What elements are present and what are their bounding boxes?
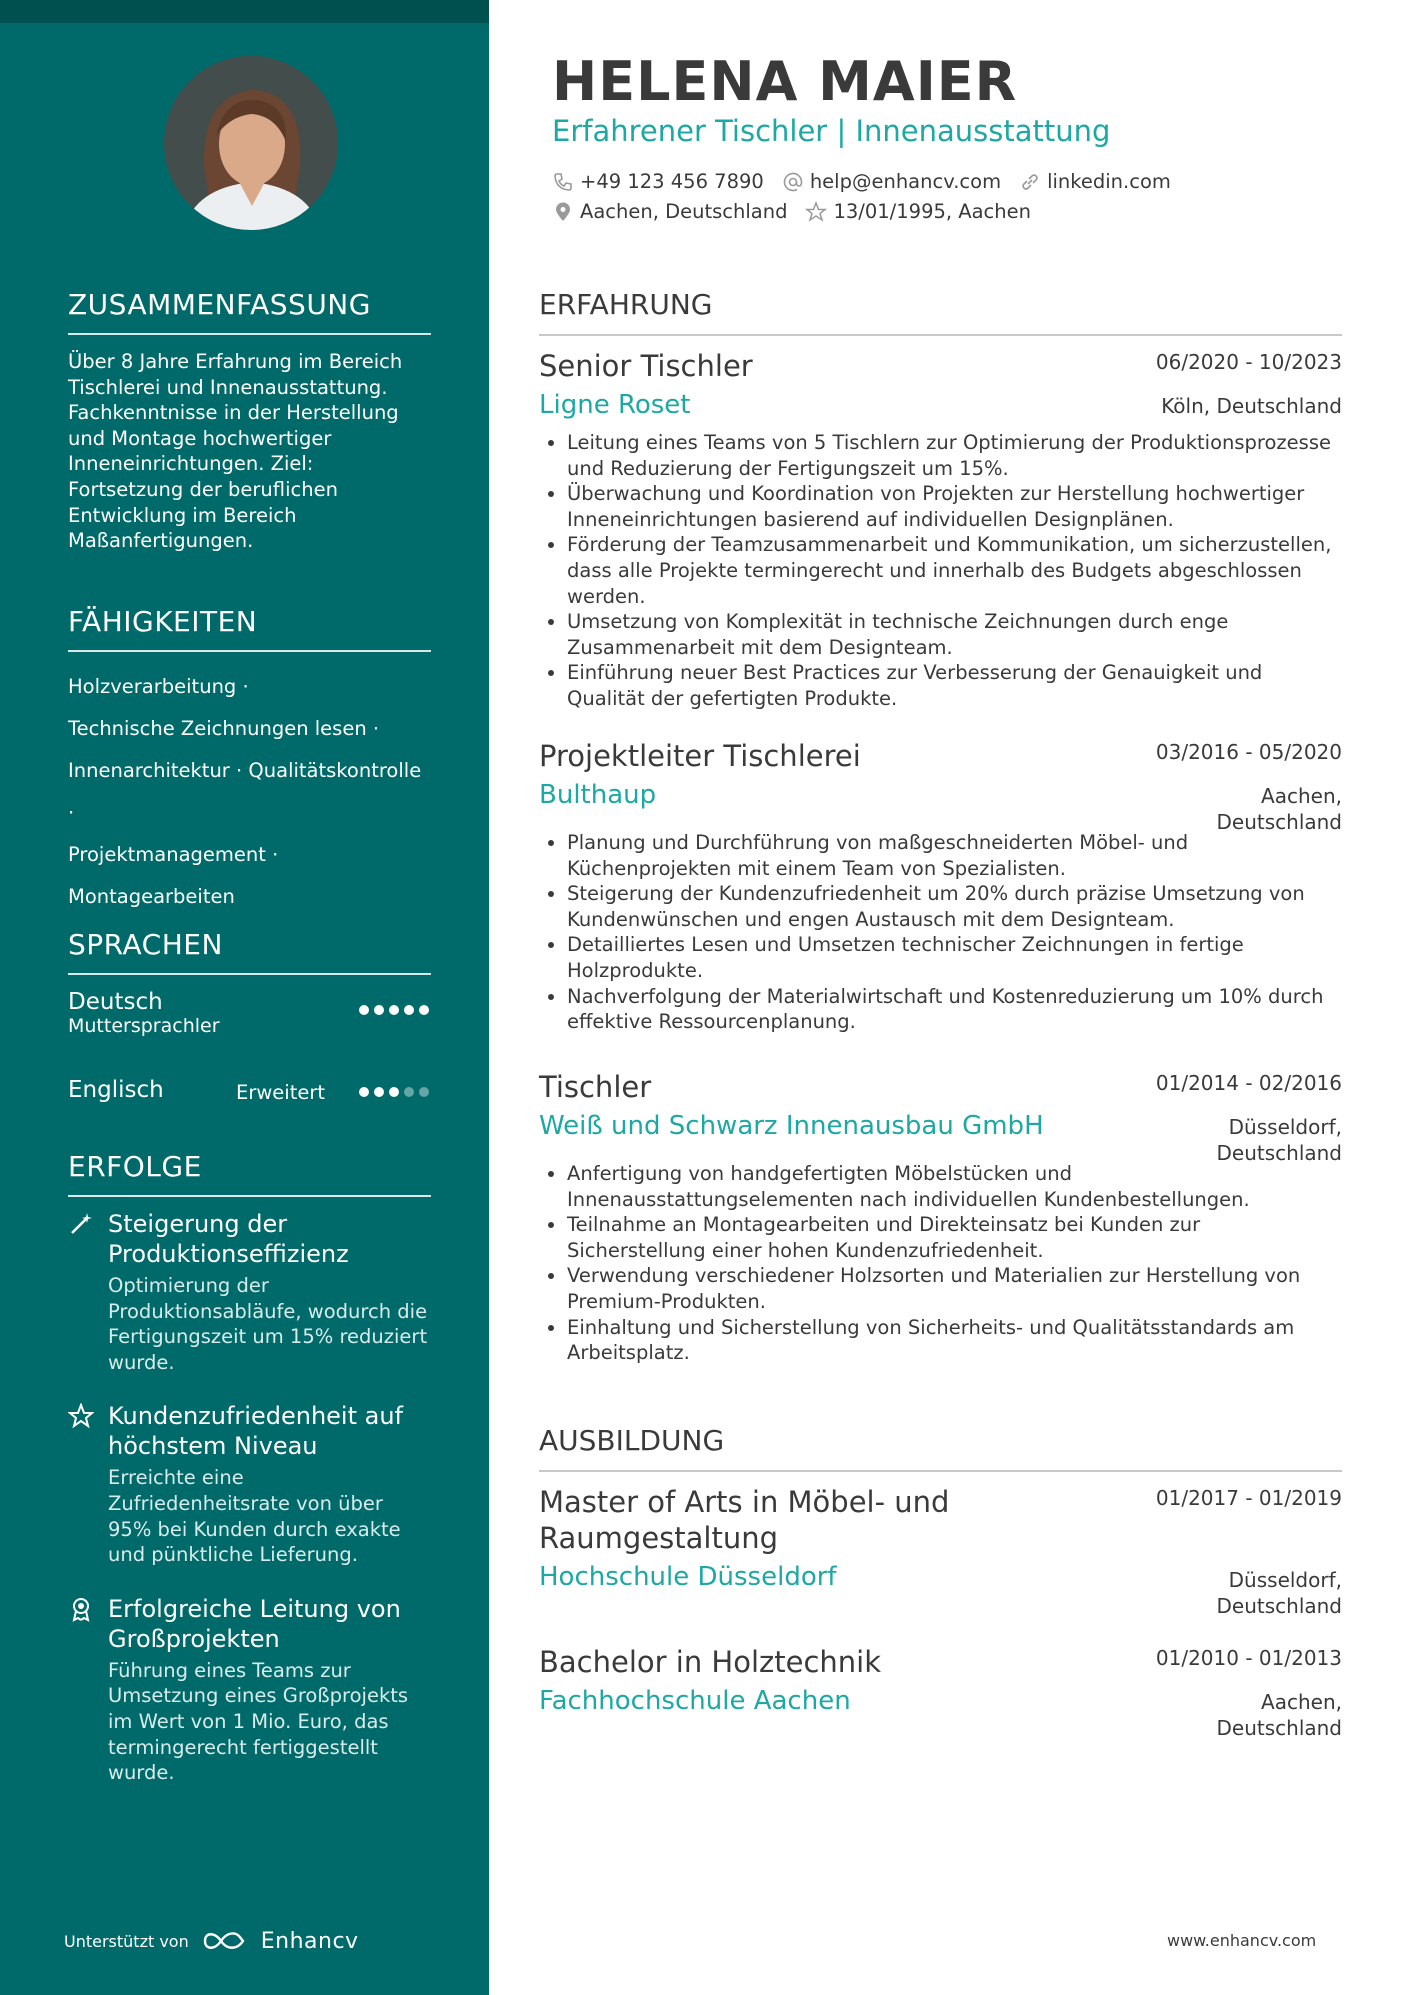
achievement-desc: Führung eines Teams zur Umsetzung eines Großprojekts im Wert von 1 Mio. Euro, das termingerecht fertiggestellt wurde. xyxy=(108,1658,409,1785)
languages-title: SPRACHEN xyxy=(68,928,431,975)
summary-title: ZUSAMMENFASSUNG xyxy=(68,288,431,335)
education-title: AUSBILDUNG xyxy=(539,1424,1342,1472)
experience-title: ERFAHRUNG xyxy=(539,288,1342,336)
skills-title: FÄHIGKEITEN xyxy=(68,605,431,652)
job-bullet: • Einführung neuer Best Practices zur Verbesserung der Genauigkeit und Qualität der gefertigten Produkte. xyxy=(567,660,1342,711)
phone-contact xyxy=(552,170,764,193)
skill-item: Projektmanagement · xyxy=(68,843,279,866)
enhancv-brand: Enhancv xyxy=(260,1928,359,1954)
job-bullet: • Förderung der Teamzusammenarbeit und Kommunikation, um sicherzustellen, dass alle Projekte termingerecht und innerhalb des Budgets abgeschlossen werden. xyxy=(567,532,1342,609)
language-name: Deutsch xyxy=(68,989,163,1015)
enhancv-logo-icon xyxy=(201,1928,249,1954)
education-degree: Bachelor in Holztechnik xyxy=(539,1645,882,1679)
job-company: Weiß und Schwarz Innenausbau GmbH xyxy=(539,1111,1044,1141)
job-title: Tischler xyxy=(539,1070,652,1104)
language-item xyxy=(68,1071,431,1141)
skills-section xyxy=(68,605,431,918)
candidate-name: HELENA MAIER xyxy=(552,50,1018,113)
skill-item: Holzverarbeitung · xyxy=(68,675,249,698)
achievement-title: Steigerung der Produktionseffizienz xyxy=(108,1210,349,1268)
job-entry xyxy=(539,738,1342,1035)
contact-row-2 xyxy=(552,200,1049,223)
job-bullet: • Teilnahme an Montagearbeiten und Direkteinsatz bei Kunden zur Sicherstellung einer hohen Kundenzufriedenheit. xyxy=(567,1212,1342,1263)
phone-icon xyxy=(552,171,574,193)
avatar xyxy=(164,56,338,230)
linkedin-contact[interactable] xyxy=(1019,170,1171,193)
language-dots xyxy=(354,1003,429,1019)
location-contact xyxy=(552,200,787,223)
avatar-photo xyxy=(164,56,338,230)
achievements-title: ERFOLGE xyxy=(68,1150,431,1197)
summary-section xyxy=(68,288,431,554)
job-bullet: • Anfertigung von handgefertigten Möbelstücken und Innenausstattungselementen nach individuellen Kundenbestellungen. xyxy=(567,1161,1342,1212)
achievement-item xyxy=(68,1401,431,1567)
job-company: Ligne Roset xyxy=(539,390,691,420)
summary-text: Über 8 Jahre Erfahrung im Bereich Tischlerei und Innenausstattung. Fachkenntnisse in der Herstellung und Montage hochwertiger Inneneinrichtungen. Ziel: Fortsetzung der beruflichen Entwicklung im Bereich Maßanfertigungen. xyxy=(68,350,403,553)
language-name: Englisch xyxy=(68,1077,164,1103)
job-bullet: • Planung und Durchführung von maßgeschneiderten Möbel- und Küchenprojekten mit einem Team von Spezialisten. xyxy=(567,830,1342,881)
job-location: Aachen, Deutschland xyxy=(1216,784,1342,834)
education-location: Düsseldorf, Deutschland xyxy=(1216,1568,1342,1618)
achievement-title: Kundenzufriedenheit auf höchstem Niveau xyxy=(108,1402,403,1461)
email-text[interactable]: help@enhancv.com xyxy=(809,170,1002,193)
achievement-title: Erfolgreiche Leitung von Großprojekten xyxy=(108,1594,401,1653)
language-item xyxy=(68,989,431,1059)
phone-text: +49 123 456 7890 xyxy=(580,170,764,193)
achievement-item xyxy=(68,1594,431,1786)
education-location: Aachen, Deutschland xyxy=(1216,1690,1342,1740)
skill-item: Innenarchitektur · Qualitätskontrolle · xyxy=(68,759,422,824)
job-location: Düsseldorf, Deutschland xyxy=(1216,1115,1342,1165)
achievement-item xyxy=(68,1209,431,1375)
languages-section xyxy=(68,928,431,1141)
birth-contact xyxy=(805,200,1031,223)
education-school: Fachhochschule Aachen xyxy=(539,1686,851,1716)
job-entry xyxy=(539,1069,1342,1366)
education-date: 01/2017 - 01/2019 xyxy=(1155,1486,1342,1510)
linkedin-text[interactable]: linkedin.com xyxy=(1047,170,1171,193)
job-date: 01/2014 - 02/2016 xyxy=(1155,1071,1342,1095)
skill-list xyxy=(68,666,431,918)
sidebar xyxy=(0,0,489,1995)
job-bullet: • Umsetzung von Komplexität in technische Zeichnungen durch enge Zusammenarbeit mit dem Designteam. xyxy=(567,609,1342,660)
job-date: 06/2020 - 10/2023 xyxy=(1155,350,1342,374)
location-text: Aachen, Deutschland xyxy=(580,200,788,223)
skill-item: Montagearbeiten xyxy=(68,885,235,908)
job-bullet: • Leitung eines Teams von 5 Tischlern zur Optimierung der Produktionsprozesse und Reduzierung der Fertigungszeit um 15%. xyxy=(567,430,1342,481)
at-icon xyxy=(782,171,804,193)
job-bullet: • Steigerung der Kundenzufriedenheit um 20% durch präzise Umsetzung von Kundenwünschen und engen Austausch mit dem Designteam. xyxy=(567,881,1342,932)
achievements-section xyxy=(68,1150,431,1786)
email-contact[interactable] xyxy=(782,170,1001,193)
star-icon xyxy=(805,201,827,223)
job-bullets xyxy=(539,430,1342,712)
education-date: 01/2010 - 01/2013 xyxy=(1155,1646,1342,1670)
job-entry xyxy=(539,348,1342,712)
achievement-desc: Erreichte eine Zufriedenheitsrate von über 95% bei Kunden durch exakte und pünktliche Lieferung. xyxy=(108,1466,401,1567)
job-bullet: • Überwachung und Koordination von Projekten zur Herstellung hochwertiger Inneneinrichtungen basierend auf individuellen Designplänen. xyxy=(567,481,1342,532)
skill-item: Technische Zeichnungen lesen · xyxy=(68,717,380,740)
achievement-desc: Optimierung der Produktionsabläufe, wodurch die Fertigungszeit um 15% reduziert wurde. xyxy=(108,1274,428,1374)
candidate-subtitle: Erfahrener Tischler | Innenausstattung xyxy=(552,114,1111,148)
job-bullets xyxy=(539,830,1342,1035)
powered-by xyxy=(64,1928,359,1954)
sidebar-top-bar xyxy=(0,0,489,23)
magic-wand-icon xyxy=(68,1211,94,1237)
powered-by-label: Unterstützt von xyxy=(64,1931,189,1951)
education-entry xyxy=(539,1644,1342,1740)
star-icon xyxy=(68,1403,94,1429)
contact-row-1 xyxy=(552,170,1189,193)
job-bullet: • Detailliertes Lesen und Umsetzen technischer Zeichnungen in fertige Holzprodukte. xyxy=(567,932,1342,983)
education-entry xyxy=(539,1484,1342,1618)
link-icon xyxy=(1019,171,1041,193)
job-date: 03/2016 - 05/2020 xyxy=(1155,740,1342,764)
job-bullet: • Verwendung verschiedener Holzsorten und Materialien zur Herstellung von Premium-Produkten. xyxy=(567,1263,1342,1314)
location-pin-icon xyxy=(552,201,574,223)
job-bullets xyxy=(539,1161,1342,1366)
job-title: Senior Tischler xyxy=(539,349,753,383)
language-dots xyxy=(354,1085,429,1101)
job-location: Köln, Deutschland xyxy=(1161,394,1342,418)
job-company: Bulthaup xyxy=(539,780,657,810)
job-bullet: • Einhaltung und Sicherstellung von Sicherheits- und Qualitätsstandards am Arbeitsplatz. xyxy=(567,1315,1342,1366)
footer-url[interactable]: www.enhancv.com xyxy=(1167,1931,1317,1950)
language-level: Erweitert xyxy=(236,1081,326,1104)
education-school: Hochschule Düsseldorf xyxy=(539,1562,837,1592)
job-title: Projektleiter Tischlerei xyxy=(539,739,861,773)
medal-icon xyxy=(68,1596,94,1622)
language-level: Muttersprachler xyxy=(68,1015,220,1037)
education-degree: Master of Arts in Möbel- und Raumgestaltung xyxy=(539,1485,950,1555)
birth-text: 13/01/1995, Aachen xyxy=(833,200,1031,223)
job-bullet: • Nachverfolgung der Materialwirtschaft und Kostenreduzierung um 10% durch effektive Ressourcenplanung. xyxy=(567,984,1342,1035)
